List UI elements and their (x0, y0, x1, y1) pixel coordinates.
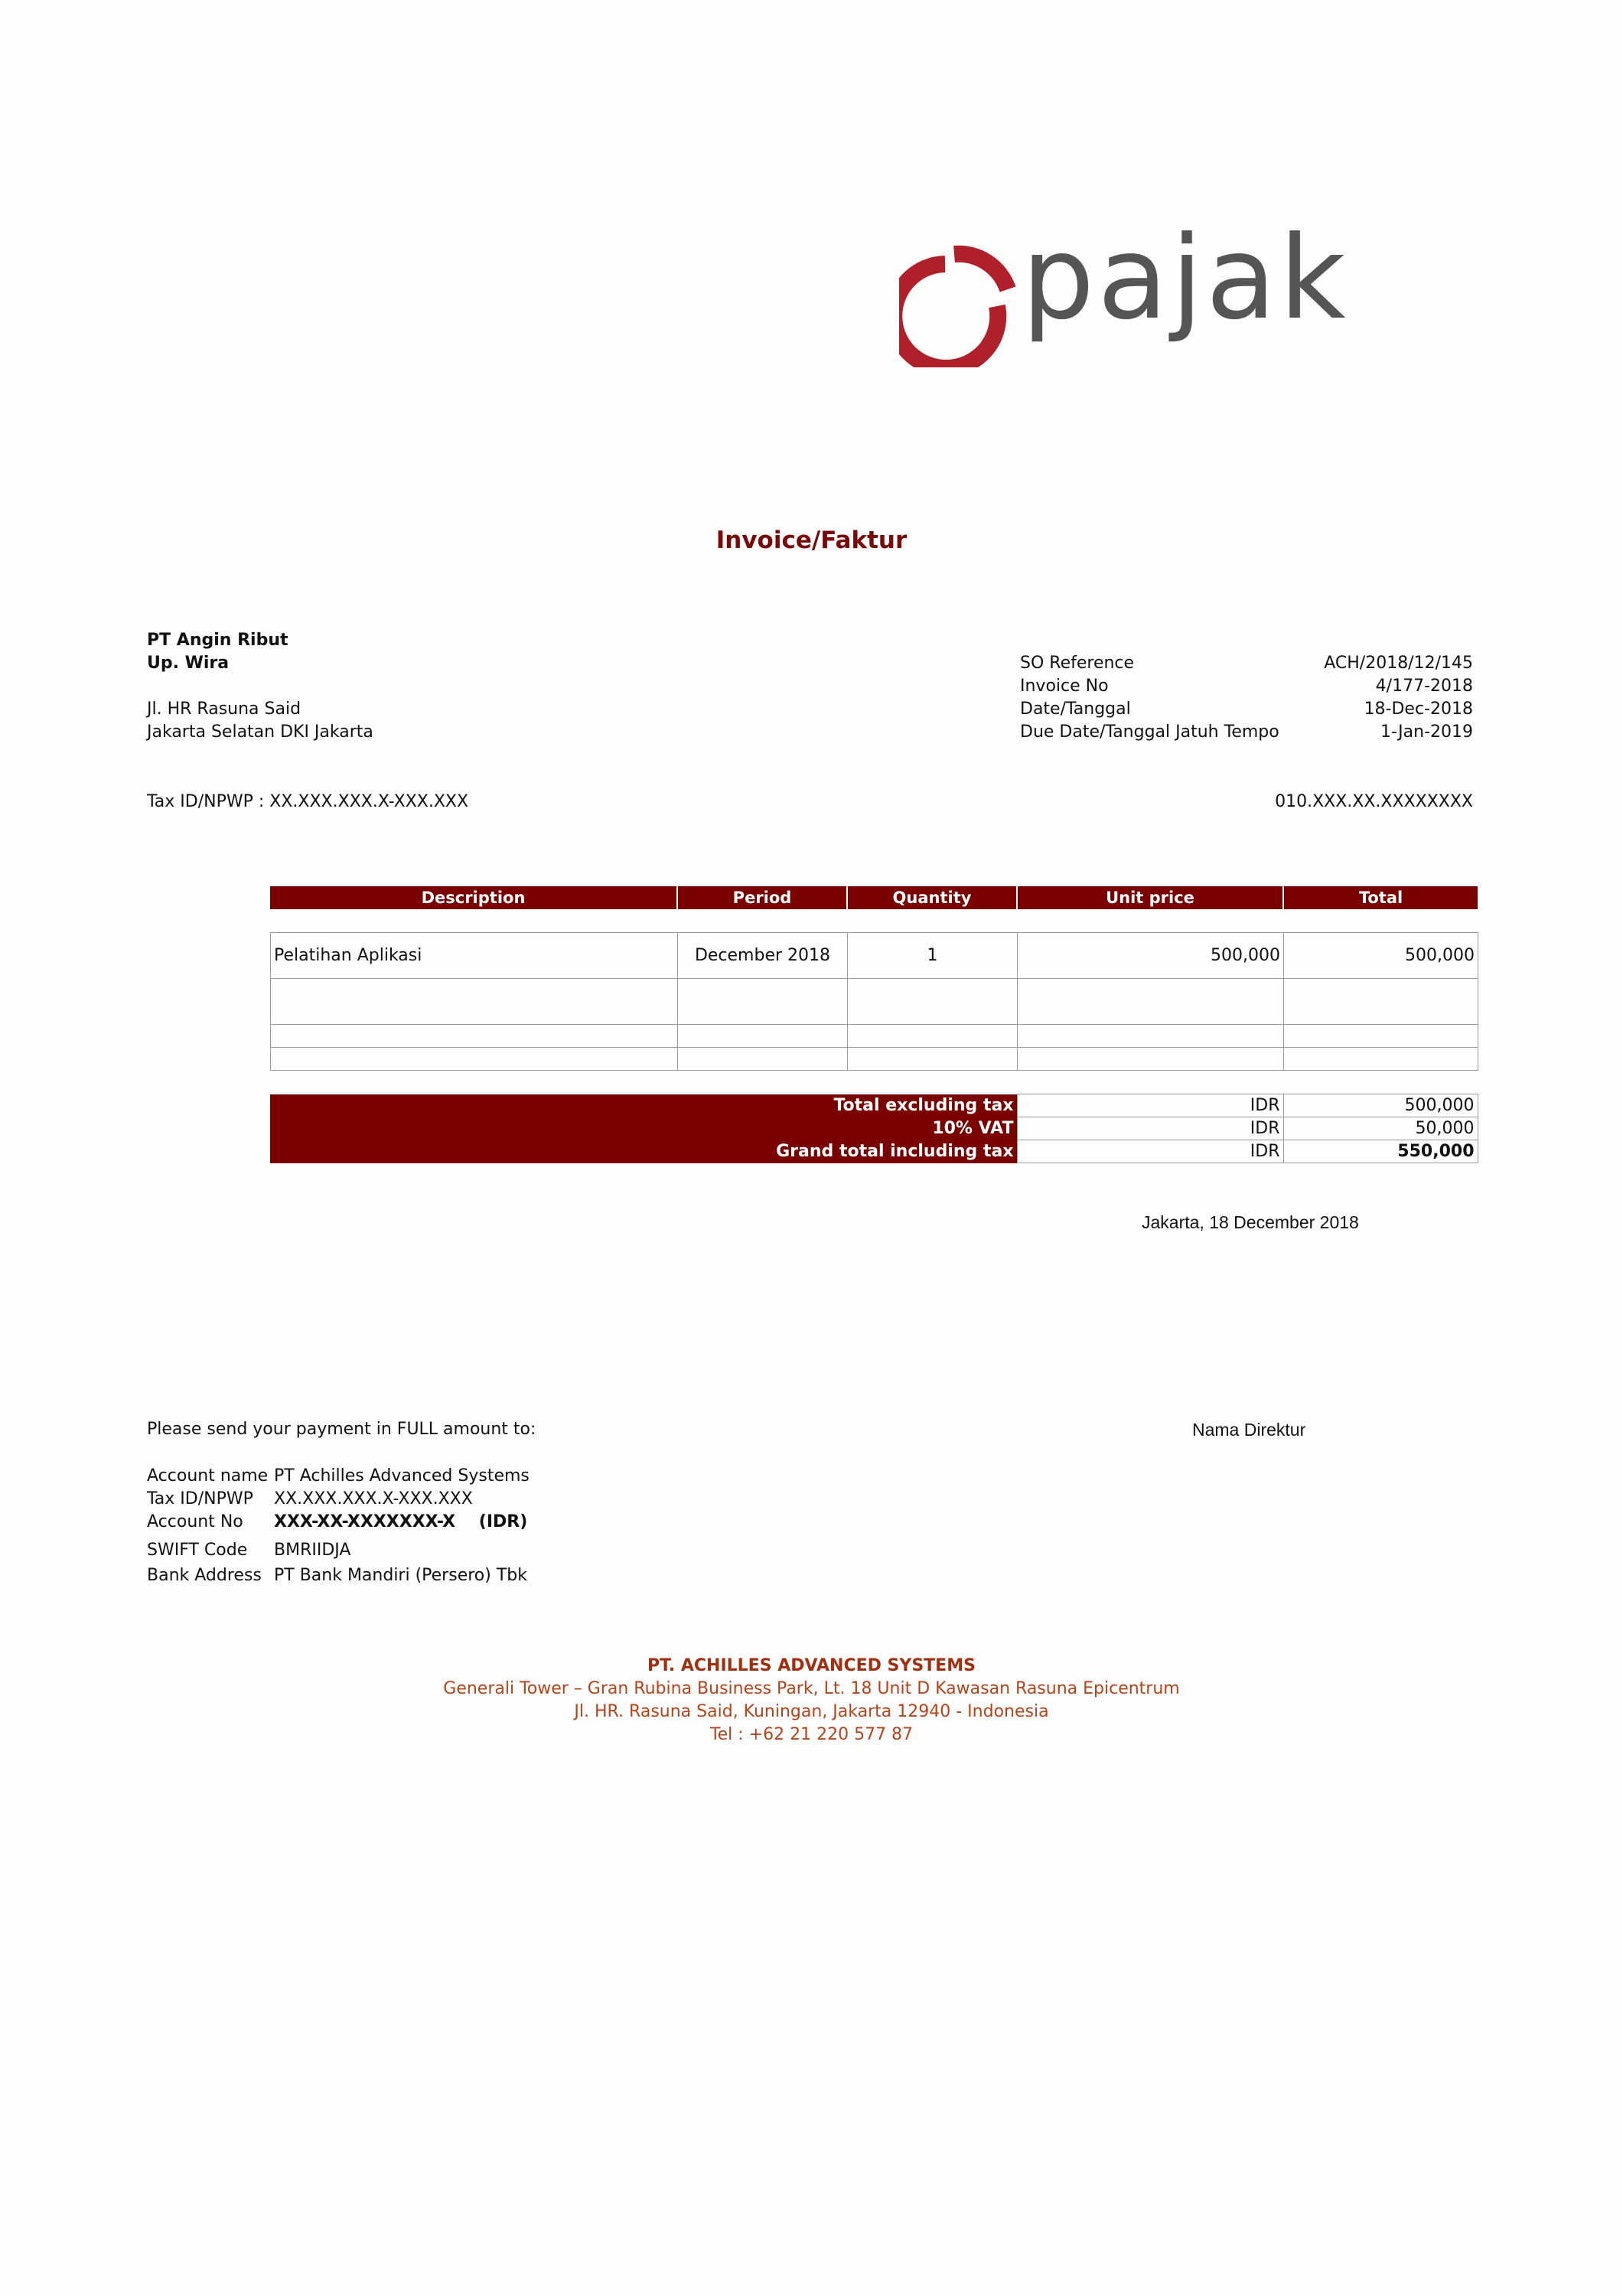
customer-tax-id: Tax ID/NPWP : XX.XXX.XXX.X-XXX.XXX (147, 792, 469, 811)
swift-value: BMRIIDJA (274, 1541, 351, 1560)
cell-description: Pelatihan Aplikasi (271, 933, 678, 979)
date-value: 18-Dec-2018 (1364, 700, 1473, 719)
header-unit-price: Unit price (1017, 886, 1283, 909)
signatory-name: Nama Direktur (1192, 1420, 1306, 1440)
footer-company: PT. ACHILLES ADVANCED SYSTEMS (647, 1656, 976, 1675)
document-title: Invoice/Faktur (715, 527, 908, 554)
vat-label: 10% VAT (270, 1117, 1017, 1140)
grand-total-row (270, 1140, 1478, 1163)
logo-ring-icon (899, 264, 998, 367)
vat-currency: IDR (1017, 1117, 1283, 1140)
total-excl-value: 500,000 (1283, 1094, 1478, 1117)
footer-address-1: Generali Tower – Gran Rubina Business Park, Lt. 18 Unit D Kawasan Rasuna Epicentrum (443, 1679, 1180, 1698)
due-date-label: Due Date/Tanggal Jatuh Tempo (1020, 722, 1279, 742)
invoice-no-value: 4/177-2018 (1375, 677, 1473, 696)
customer-name: PT Angin Ribut (147, 631, 288, 650)
logo-wordmark: pajak (1022, 230, 1349, 345)
account-name-label: Account name (147, 1466, 269, 1486)
footer-phone: Tel : +62 21 220 577 87 (709, 1725, 914, 1744)
items-table-header (270, 886, 1478, 909)
customer-address-1: Jl. HR Rasuna Said (147, 700, 301, 719)
table-row-empty (271, 1048, 1478, 1071)
header-period: Period (677, 886, 847, 909)
header-description: Description (270, 886, 677, 909)
bank-address-value: PT Bank Mandiri (Persero) Tbk (274, 1566, 527, 1585)
seller-tax-id: 010.XXX.XX.XXXXXXXX (1275, 792, 1473, 811)
so-reference-label: SO Reference (1020, 654, 1135, 673)
bank-address-label: Bank Address (147, 1566, 262, 1585)
table-row-empty (271, 1025, 1478, 1048)
customer-address-2: Jakarta Selatan DKI Jakarta (147, 722, 373, 742)
payment-intro: Please send your payment in FULL amount to: (147, 1420, 536, 1439)
due-date-value: 1-Jan-2019 (1380, 722, 1473, 742)
cell-period: December 2018 (678, 933, 848, 979)
table-row-empty (271, 979, 1478, 1025)
cell-total: 500,000 (1284, 933, 1478, 979)
grand-total-value: 550,000 (1283, 1140, 1478, 1163)
grand-total-currency: IDR (1017, 1140, 1283, 1163)
footer-address-2: Jl. HR. Rasuna Said, Kuningan, Jakarta 12940 - Indonesia (574, 1702, 1049, 1721)
so-reference-value: ACH/2018/12/145 (1324, 654, 1473, 673)
vat-value: 50,000 (1283, 1117, 1478, 1140)
swift-label: SWIFT Code (147, 1541, 248, 1560)
place-date: Jakarta, 18 December 2018 (1142, 1212, 1359, 1232)
payment-tax-value: XX.XXX.XXX.X-XXX.XXX (274, 1489, 473, 1508)
header-total: Total (1283, 886, 1478, 909)
items-table (270, 932, 1478, 1071)
vat-row (270, 1117, 1478, 1140)
cell-unit-price: 500,000 (1018, 933, 1284, 979)
header-quantity: Quantity (847, 886, 1017, 909)
total-excl-currency: IDR (1017, 1094, 1283, 1117)
total-excl-label: Total excluding tax (270, 1094, 1017, 1117)
invoice-no-label: Invoice No (1020, 677, 1109, 696)
table-row (271, 933, 1478, 979)
total-excl-row (270, 1094, 1478, 1117)
account-no-label: Account No (147, 1512, 243, 1531)
payment-tax-label: Tax ID/NPWP (147, 1489, 253, 1508)
pajak-logo (899, 230, 1374, 367)
account-no-value: XXX-XX-XXXXXXX-X (IDR) (274, 1512, 528, 1531)
account-name-value: PT Achilles Advanced Systems (274, 1466, 530, 1486)
customer-attn: Up. Wira (147, 654, 230, 673)
grand-total-label: Grand total including tax (270, 1140, 1017, 1163)
cell-quantity: 1 (848, 933, 1018, 979)
date-label: Date/Tanggal (1020, 700, 1131, 719)
totals-table (270, 1094, 1478, 1163)
